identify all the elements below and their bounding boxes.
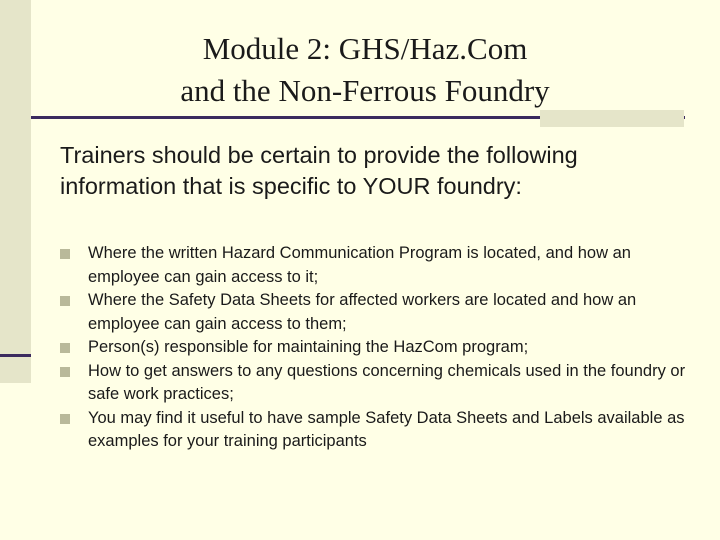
bullet-text: You may find it useful to have sample Safety Data Sheets and Labels available as examples for your training participants [88, 408, 685, 450]
square-bullet-icon [60, 414, 70, 424]
slide-title [60, 28, 670, 112]
left-accent-line [0, 354, 31, 357]
bullet-item [60, 336, 690, 360]
bullet-item [60, 289, 690, 336]
square-bullet-icon [60, 249, 70, 259]
bullet-item [60, 360, 690, 407]
bullet-item [60, 407, 690, 454]
bullet-item [60, 242, 690, 289]
intro-text: Trainers should be certain to provide the following information that is specific to YOUR foundry: [60, 142, 578, 199]
bullet-text: Where the Safety Data Sheets for affected workers are located and how an employee can gain access to them; [88, 291, 637, 333]
bullet-text: How to get answers to any questions concerning chemicals used in the foundry or safe work practices; [88, 361, 686, 403]
left-decor-bar [0, 0, 31, 383]
square-bullet-icon [60, 367, 70, 377]
title-line-1: Module 2: GHS/Haz.Com [202, 31, 528, 66]
square-bullet-icon [60, 296, 70, 306]
square-bullet-icon [60, 343, 70, 353]
title-line-2: and the Non-Ferrous Foundry [180, 73, 550, 108]
bullet-text: Person(s) responsible for maintaining the HazCom program; [88, 338, 529, 356]
corner-decor-box [540, 110, 684, 127]
bullet-text: Where the written Hazard Communication Program is located, and how an employee can gain access to it; [88, 244, 631, 286]
bullet-list [60, 242, 690, 454]
